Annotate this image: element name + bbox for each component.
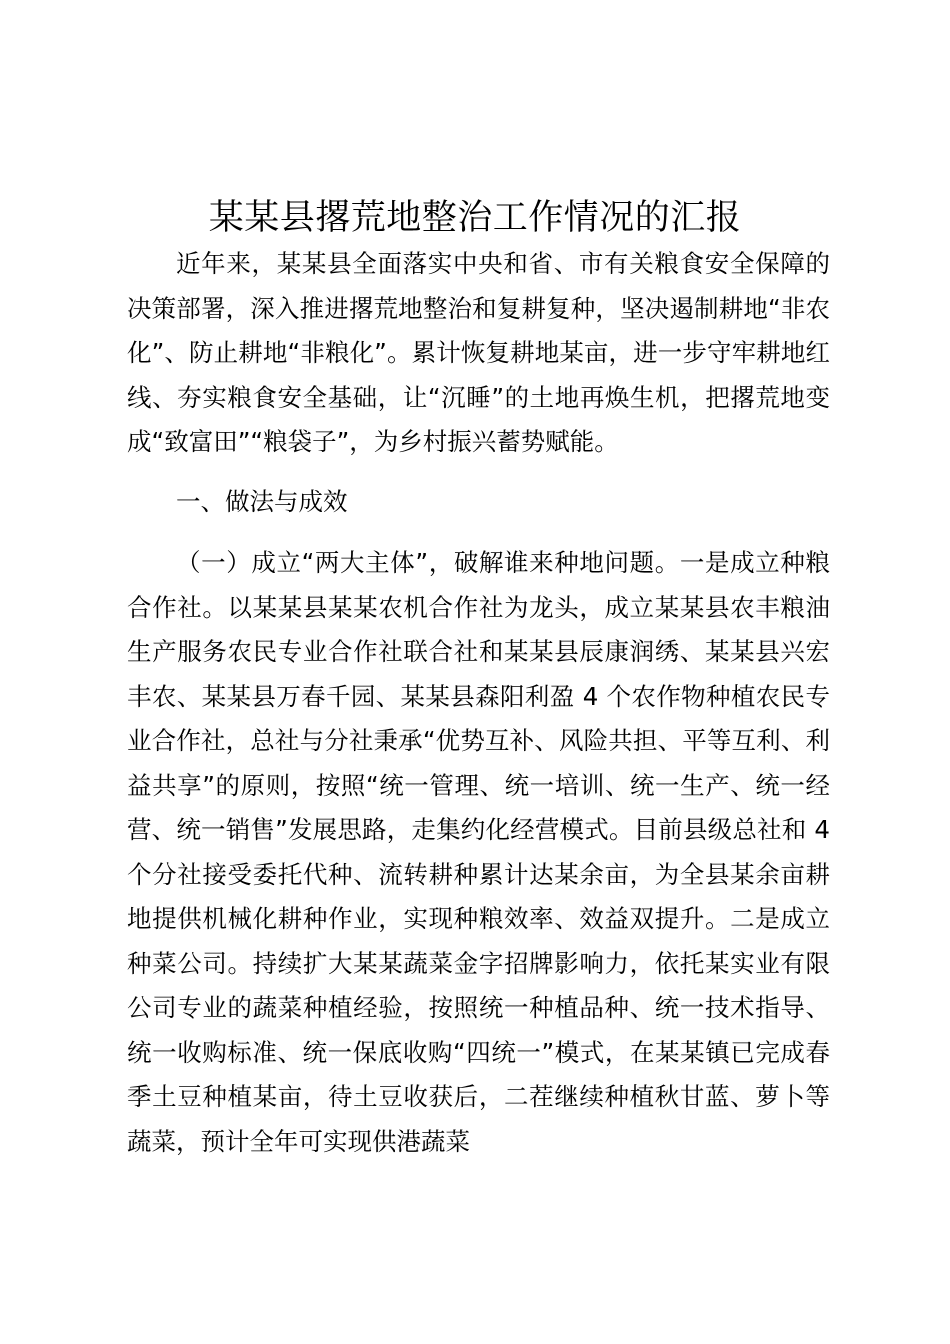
intro-paragraph: 近年来，某某县全面落实中央和省、市有关粮食安全保障的决策部署，深入推进撂荒地整治和复耕复种，坚决遏制耕地“非农化”、防止耕地“非粮化”。累计恢复耕地某亩，进一步守牢耕地红线、夯实粮食安全基础，让“沉睡”的土地再焕生机，把撂荒地变成“致富田”“粮袋子”，为乡村振兴蓄势赋能。	[127, 249, 830, 456]
section-heading: 一、做法与成效	[176, 487, 348, 516]
document-title: 某某县撂荒地整治工作情况的汇报	[208, 198, 742, 239]
section-paragraph: （一）成立“两大主体”，破解谁来种地问题。一是成立种粮合作社。以某某县某某农机合作社为龙头，成立某某县农丰粮油生产服务农民专业合作社联合社和某某县辰康润绣、某某县兴宏丰农、某某县万春千园、某某县森阳利盈 4 个农作物种植农民专业合作社，总社与分社秉承“优势互补、风险共担、平等互利、利益共享”的原则，按照“统一管理、统一培训、统一生产、统一经营、统一销售”发展思路，走集约化经营模式。目前县级总社和 4 个分社接受委托代种、流转耕种累计达某余亩，为全县某余亩耕地提供机械化耕种作业，实现种粮效率、效益双提升。二是成立种菜公司。持续扩大某某蔬菜金字招牌影响力，依托某实业有限公司专业的蔬菜种植经验，按照统一种植品种、统一技术指导、统一收购标准、统一保底收购“四统一”模式，在某某镇已完成春季土豆种植某亩，待土豆收获后，二茬继续种植秋甘蓝、萝卜等蔬菜，预计全年可实现供港蔬菜	[127, 548, 830, 1156]
